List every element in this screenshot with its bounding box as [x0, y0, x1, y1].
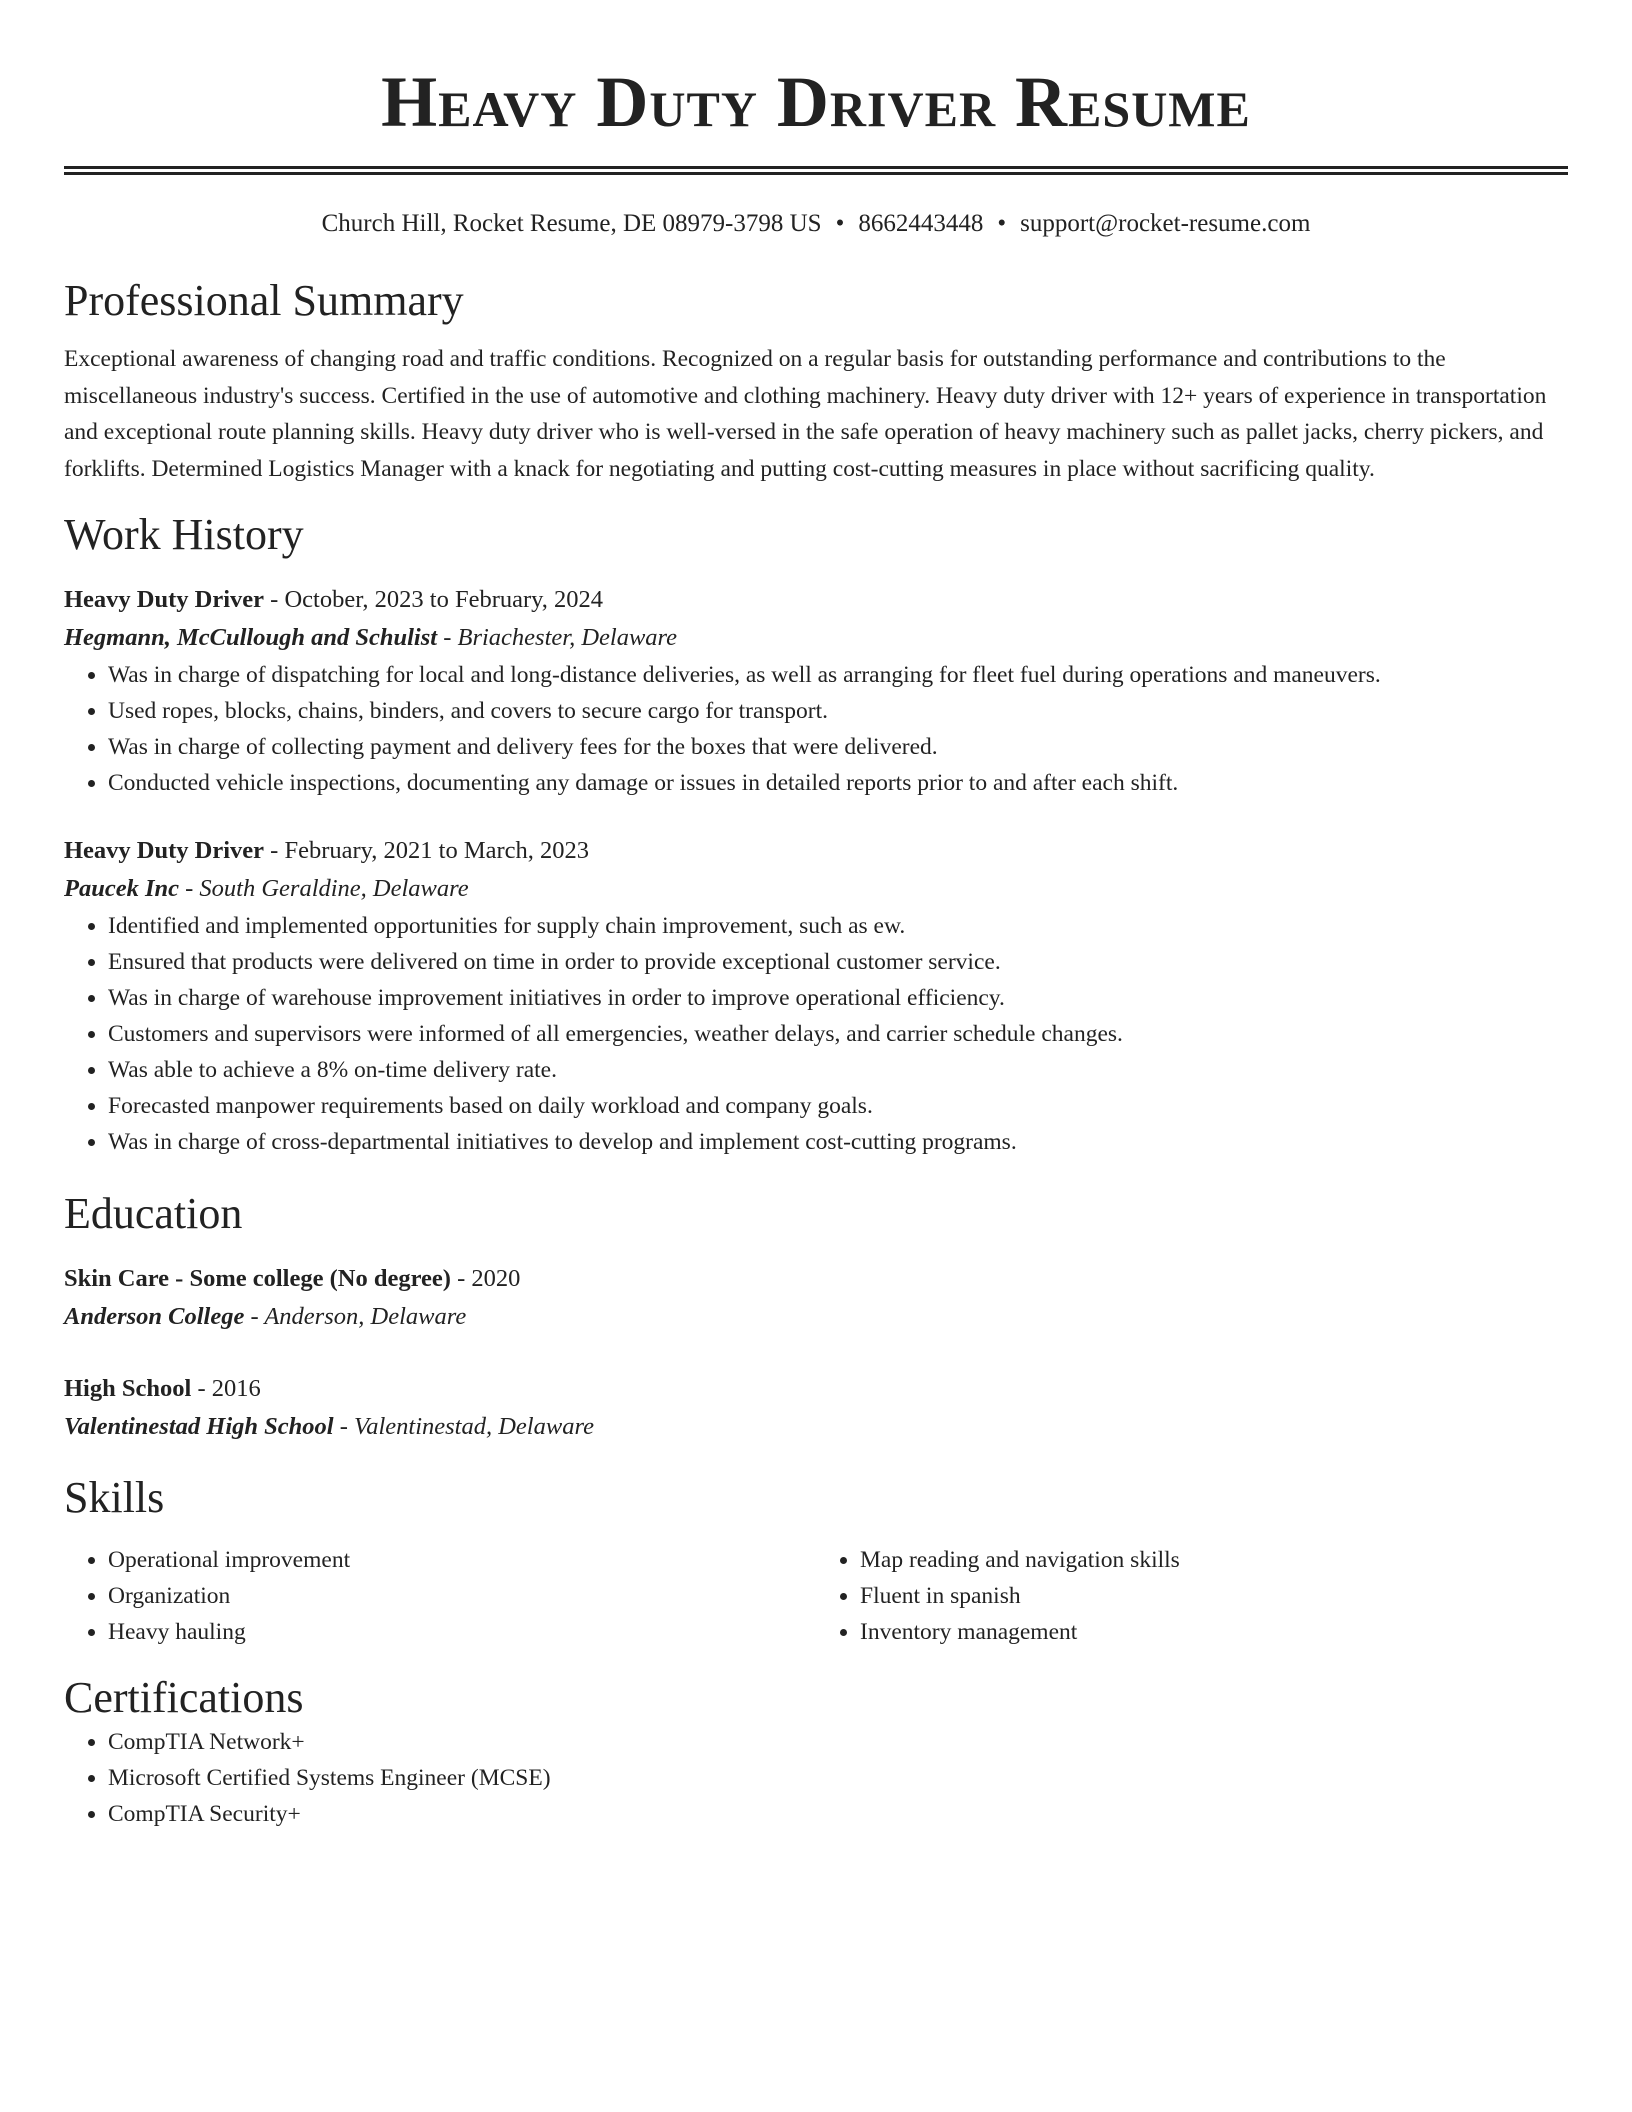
job-location: - Briachester, Delaware — [437, 624, 678, 652]
job-duty: • Ensured that products were delivered on time in order to provide exceptional customer service. — [108, 944, 1568, 980]
skill-item: • Map reading and navigation skills — [860, 1542, 1568, 1578]
degree-name: Skin Care - Some college (No degree) — [64, 1265, 451, 1293]
job-duty: • Forecasted manpower requirements based on daily workload and company goals. — [108, 1088, 1568, 1124]
job-dates: - October, 2023 to February, 2024 — [264, 586, 604, 614]
skill-item: • Organization — [108, 1578, 816, 1614]
job-duty: • Identified and implemented opportunities for supply chain improvement, such as ew. — [108, 908, 1568, 944]
skill-item: • Operational improvement — [108, 1542, 816, 1578]
school-line — [64, 1408, 1568, 1446]
job-duty: • Was able to achieve a 8% on-time delivery rate. — [108, 1052, 1568, 1088]
job-duty: • Was in charge of collecting payment and delivery fees for the boxes that were delivered. — [108, 729, 1568, 765]
school-name: Anderson College — [64, 1303, 245, 1331]
resume-title: Heavy Duty Driver Resume — [381, 62, 1251, 142]
work-history-heading: Work History — [64, 510, 304, 560]
education-entry — [64, 1260, 1568, 1336]
skills-list-right — [816, 1542, 1568, 1650]
job-company-line — [64, 870, 1568, 908]
contact-email: support@rocket-resume.com — [1020, 210, 1311, 237]
job-duty: • Used ropes, blocks, chains, binders, and covers to secure cargo for transport. — [108, 693, 1568, 729]
degree-line — [64, 1370, 1568, 1408]
job-duty: • Conducted vehicle inspections, documenting any damage or issues in detailed reports prior to and after each shift. — [108, 765, 1568, 801]
job-title-line — [64, 832, 1568, 870]
degree-name: High School — [64, 1375, 192, 1403]
contact-address: Church Hill, Rocket Resume, DE 08979-3798 US — [321, 210, 822, 237]
skills-columns — [64, 1542, 1568, 1650]
job-title: Heavy Duty Driver — [64, 586, 265, 614]
skills-list-left — [64, 1542, 816, 1650]
certifications-heading: Certifications — [64, 1673, 304, 1723]
job-duty: • Was in charge of cross-departmental initiatives to develop and implement cost-cutting programs. — [108, 1124, 1568, 1160]
contact-separator: • — [997, 210, 1007, 237]
skill-item: • Heavy hauling — [108, 1614, 816, 1650]
job-entry — [64, 581, 1568, 801]
job-duties-list — [64, 908, 1568, 1160]
school-name: Valentinestad High School — [64, 1413, 334, 1441]
skills-heading: Skills — [64, 1473, 165, 1523]
certification-item: • Microsoft Certified Systems Engineer (MCSE) — [108, 1760, 1568, 1796]
job-duty: • Was in charge of dispatching for local and long-distance deliveries, as well as arranging for fleet fuel during operations and maneuvers. — [108, 657, 1568, 693]
school-line — [64, 1298, 1568, 1336]
school-location: - Valentinestad, Delaware — [333, 1413, 594, 1441]
certification-item: • CompTIA Network+ — [108, 1724, 1568, 1760]
job-dates: - February, 2021 to March, 2023 — [264, 837, 590, 865]
job-location: - South Geraldine, Delaware — [179, 875, 469, 903]
education-entry — [64, 1370, 1568, 1446]
job-duties-list — [64, 657, 1568, 801]
job-entry — [64, 832, 1568, 1160]
contact-separator: • — [835, 210, 845, 237]
education-heading: Education — [64, 1189, 243, 1239]
resume-page — [64, 0, 1568, 1832]
job-company: Hegmann, McCullough and Schulist — [64, 624, 438, 652]
graduation-year: - 2020 — [450, 1265, 521, 1293]
job-title: Heavy Duty Driver — [64, 837, 265, 865]
summary-text: Exceptional awareness of changing road and traffic conditions. Recognized on a regular basis for outstanding performance and contributions to the miscellaneous industry's success. Certified in the use of automotive and clothing machinery. Heavy duty driver with 12+ years of experience in transportation and exceptional route planning skills. Heavy duty driver who is well-versed in the safe operation of heavy machinery such as pallet jacks, cherry pickers, and forklifts. Determined Logistics Manager with a knack for negotiating and putting cost-cutting measures in place without sacrificing quality. — [64, 346, 1547, 482]
contact-line — [64, 207, 1568, 241]
job-duty: • Customers and supervisors were informed of all emergencies, weather delays, and carrier schedule changes. — [108, 1016, 1568, 1052]
job-company-line — [64, 619, 1568, 657]
degree-line — [64, 1260, 1568, 1298]
skill-item: • Inventory management — [860, 1614, 1568, 1650]
job-company: Paucek Inc — [64, 875, 179, 903]
certification-item: • CompTIA Security+ — [108, 1796, 1568, 1832]
certifications-list — [64, 1724, 1568, 1832]
skill-item: • Fluent in spanish — [860, 1578, 1568, 1614]
school-location: - Anderson, Delaware — [244, 1303, 467, 1331]
job-duty: • Was in charge of warehouse improvement initiatives in order to improve operational efficiency. — [108, 980, 1568, 1016]
graduation-year: - 2016 — [191, 1375, 261, 1403]
title-divider — [64, 166, 1568, 175]
contact-phone: 8662443448 — [858, 210, 984, 237]
summary-heading: Professional Summary — [64, 276, 464, 325]
job-title-line — [64, 581, 1568, 619]
